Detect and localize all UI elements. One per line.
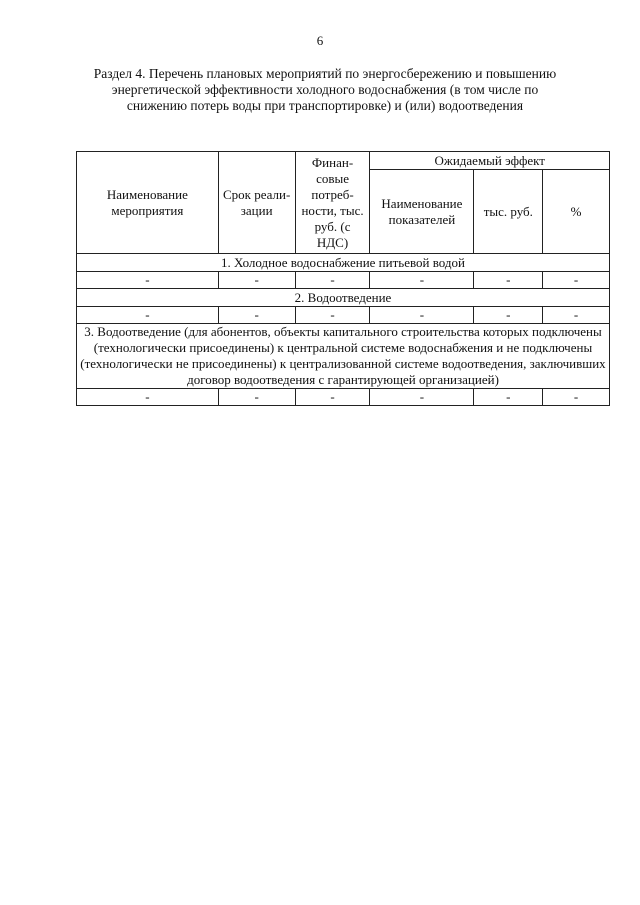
table-cell: -: [474, 307, 543, 324]
table-cell: -: [474, 389, 543, 406]
header-expected-effect: Ожидаемый эффект: [370, 152, 610, 170]
table-cell: -: [295, 307, 370, 324]
header-indicators: Наименование показателей: [370, 170, 474, 254]
header-thousand-rub: тыс. руб.: [474, 170, 543, 254]
table-cell: -: [295, 389, 370, 406]
measures-table: [76, 151, 610, 406]
section-heading: 2. Водоотведение: [77, 289, 610, 307]
table-cell: -: [77, 389, 219, 406]
header-percent: %: [543, 170, 610, 254]
table-cell: -: [218, 307, 295, 324]
table-row: [77, 307, 610, 324]
table-cell: -: [295, 272, 370, 289]
section-heading: 1. Холодное водоснабжение питьевой водой: [77, 254, 610, 272]
table-cell: -: [218, 272, 295, 289]
header-name: Наименование мероприятия: [77, 152, 219, 254]
page-number: 6: [316, 33, 324, 48]
table-cell: -: [77, 307, 219, 324]
table-row: [77, 389, 610, 406]
section-title: Раздел 4. Перечень плановых мероприятий по энергосбережению и повышению энергетической эффективности холодного водоснабжения (в том числе по снижению потерь воды при транспортировке) и (или) водоотведения: [93, 66, 557, 113]
table-cell: -: [370, 389, 474, 406]
table-cell: -: [370, 272, 474, 289]
header-term: Срок реали-зации: [218, 152, 295, 254]
table-row: [77, 272, 610, 289]
table-cell: -: [543, 389, 610, 406]
section-heading: 3. Водоотведение (для абонентов, объекты капитального строительства которых подключены (технологически присоединены) к центральной системе водоснабжения и не подключены (технологически не присоединены) к централизованной системе водоотведения, заключивших договор водоотведения с гарантирующей организацией): [77, 324, 610, 389]
table-cell: -: [474, 272, 543, 289]
table-cell: -: [77, 272, 219, 289]
table-cell: -: [543, 307, 610, 324]
table-cell: -: [370, 307, 474, 324]
table-cell: -: [218, 389, 295, 406]
table-cell: -: [543, 272, 610, 289]
header-finance: Финан-совые потреб-ности, тыс. руб. (с НДС): [295, 152, 370, 254]
